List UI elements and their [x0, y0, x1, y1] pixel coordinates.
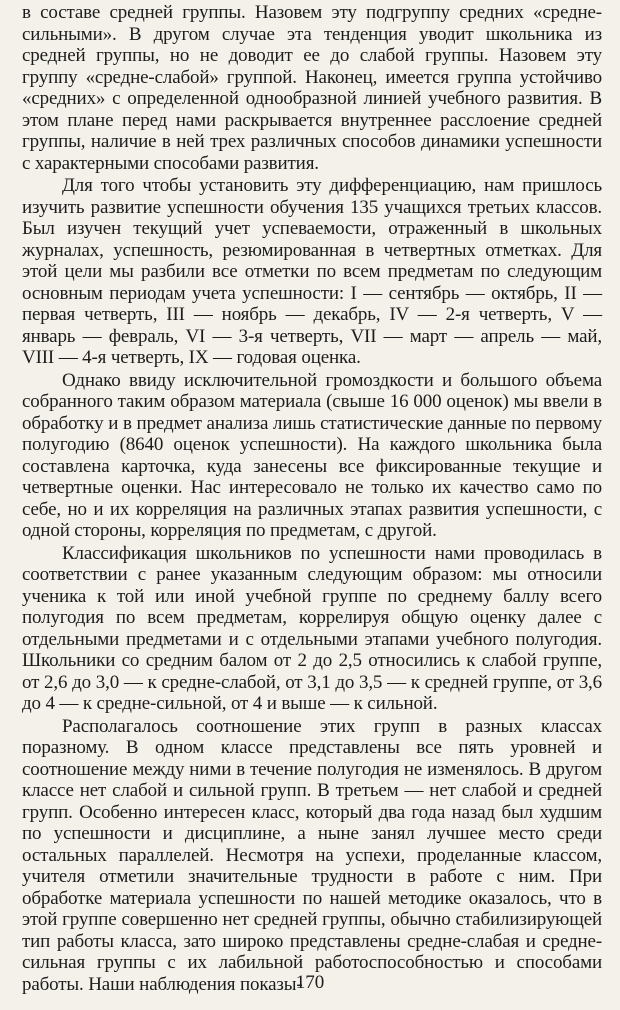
document-page	[22, 2, 602, 995]
paragraph-3: Однако ввиду исключительной громоздкости и большого объема собранного таким образом материала (свыше 16 000 оценок) мы ввели в обработку и в предмет анализа лишь статистические данные по первому полугодию (8640 оценок успешности). На каждого школьника была составлена карточка, куда занесены все фиксированные текущие и четвертные оценки. Нас интересовало не только их качество само по себе, но и их корреляция на различных этапах развития успешности, с одной стороны, корреляция по предметам, с другой.	[22, 369, 602, 541]
paragraph-2: Для того чтобы установить эту дифференциацию, нам пришлось изучить развитие успешности обучения 135 учащихся третьих классов. Был изучен текущий учет успеваемости, отраженный в школьных журналах, успешность, резюмированная в четвертных отметках. Для этой цели мы разбили все отметки по всем предметам по следующим основным периодам учета успешности: I — сентябрь — октябрь, II — первая четверть, III — ноябрь — декабрь, IV — 2-я четверть, V — январь — февраль, VI — 3-я четверть, VII — март — апрель — май, VIII — 4-я четверть, IX — годовая оценка.	[22, 175, 602, 368]
paragraph-4: Классификация школьников по успешности нами проводилась в соответствии с ранее указанным следующим образом: мы относили ученика к той или иной учебной группе по среднему баллу всего полугодия по всем предметам, коррелируя общую оценку далее с отдельными предметами и с отдельными этапами учебного полугодия. Школьники со средним балом от 2 до 2,5 относились к слабой группе, от 2,6 до 3,0 — к средне-слабой, от 3,1 до 3,5 — к средней группе, от 3,6 до 4 — к средне-сильной, от 4 и выше — к сильной.	[22, 542, 602, 714]
page-number: 170	[295, 972, 325, 993]
paragraph-1: в составе средней группы. Назовем эту подгруппу средних «средне-сильными». В другом случае эта тенденция уводит школьника из средней группы, но не доводит ее до слабой группы. Назовем эту группу «средне-слабой» группой. Наконец, имеется группа устойчиво «средних» с определенной однообразной линией учебного развития. В этом плане перед нами раскрывается внутреннее расслоение средней группы, наличие в ней трех различных способов динамики успешности с характерными способами развития.	[22, 2, 602, 174]
paragraph-5: Располагалось соотношение этих групп в разных классах поразному. В одном классе представлены все пять уровней и соотношение между ними в течение полугодия не изменялось. В другом классе нет слабой и сильной групп. В третьем — нет слабой и средней групп. Особенно интересен класс, который два года назад был худшим по успешности и дисциплине, а ныне занял лучшее место среди остальных параллелей. Несмотря на успехи, проделанные классом, учителя отметили значительные трудности в работе с ним. При обработке материала успешности по нашей методике оказалось, что в этой группе совершенно нет средней группы, обычно стабилизирующей тип работы класса, зато широко представлены средне-слабая и средне-сильная группы с их лабильной работоспособностью и способами работы. Наши наблюдения показы-	[22, 715, 602, 995]
